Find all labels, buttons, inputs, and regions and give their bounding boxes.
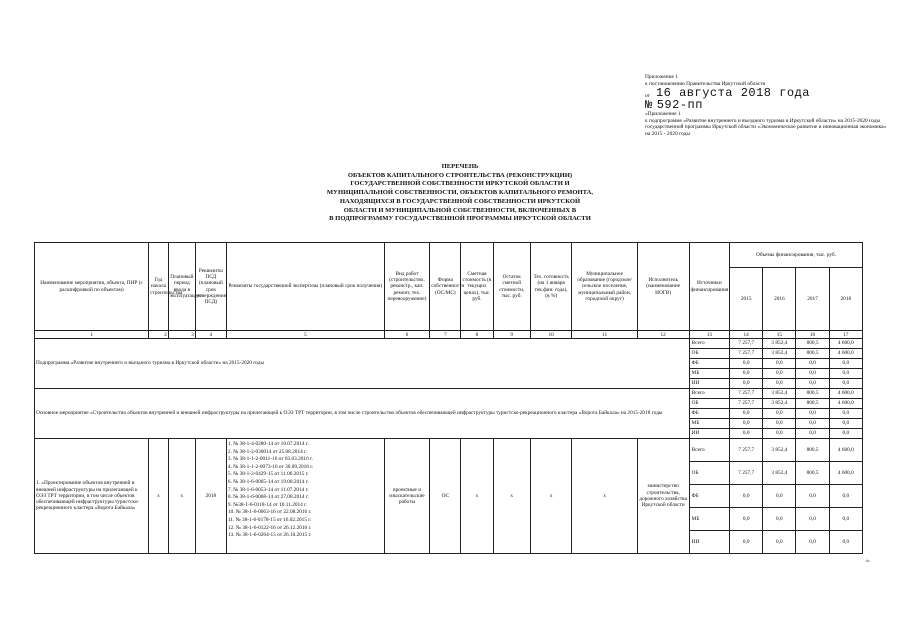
header-cell: Исполнитель (наименование ИОГВ): [637, 243, 689, 331]
end-mark: ».: [866, 558, 871, 564]
year-header: 2015: [730, 268, 763, 331]
value-cell: 0,0: [829, 485, 862, 508]
value-cell: 0,0: [829, 369, 862, 379]
value-cell: 0,0: [796, 359, 829, 369]
source-cell: ИИ: [689, 379, 729, 389]
value-cell: 800,5: [796, 389, 829, 399]
col-number: 17: [829, 331, 862, 339]
col-number: 1: [35, 331, 149, 339]
value-cell: 0,0: [796, 379, 829, 389]
title-line: НАХОДЯЩИХСЯ В ГОСУДАРСТВЕННОЙ СОБСТВЕННОСТИ ИРКУТСКОЙ: [339, 197, 581, 205]
object-commissioning: x: [168, 439, 195, 554]
source-cell: ФБ: [689, 359, 729, 369]
date-prefix: от: [645, 93, 650, 100]
value-cell: 3 852,4: [763, 462, 796, 485]
source-cell: ОБ: [689, 349, 729, 359]
source-cell: ФБ: [689, 485, 729, 508]
value-cell: 7 257,7: [730, 462, 763, 485]
value-cell: 0,0: [763, 419, 796, 429]
value-cell: 0,0: [796, 429, 829, 439]
value-cell: 0,0: [796, 419, 829, 429]
header-cell: Год начала строительства: [149, 243, 169, 331]
value-cell: 0,0: [763, 379, 796, 389]
value-cell: 0,0: [763, 369, 796, 379]
appendix-block: [645, 74, 890, 138]
object-work-type: проектные и изыскательские работы: [384, 439, 430, 554]
objects-table: [34, 242, 863, 554]
document-title: [290, 163, 630, 224]
col-number: 2: [149, 331, 169, 339]
expertise-item: 10. № 38-1-6-0063-16 от 22.08.2016 г.: [227, 509, 312, 516]
value-cell: 0,0: [763, 531, 796, 554]
table-row: [35, 439, 863, 462]
expertise-item: 7. № 38-1-6-0053-14 от 11.07.2014 г.: [227, 486, 309, 493]
header-cell: Тех. готовность (на 1 января тек.фин. года), (в %): [530, 243, 572, 331]
expertise-list: [226, 439, 384, 554]
title-line: ГОСУДАРСТВЕННОЙ СОБСТВЕННОСТИ ИРКУТСКОЙ ОБЛАСТИ И: [350, 180, 570, 188]
object-municipality: x: [572, 439, 637, 554]
source-cell: ОБ: [689, 399, 729, 409]
value-cell: 800,5: [796, 462, 829, 485]
value-cell: 4 600,0: [829, 339, 862, 349]
title-line: ОБЪЕКТОВ КАПИТАЛЬНОГО СТРОИТЕЛЬСТВА (РЕКОНСТРУКЦИИ): [347, 171, 573, 179]
title-line: ОБЛАСТИ И МУНИЦИПАЛЬНОЙ СОБСТВЕННОСТИ, ВКЛЮЧЕННЫХ В: [343, 206, 577, 214]
main-activity-name: Основное мероприятие «Строительство объектов внутренней и внешней инфраструктуры на прилегающей к ОЭЗ ТРТ территории, в том числе строительство объектов обеспечивающей инфраструктуры туристско-рекреационного кластера «Ворота Байкала» на 2015-2018 годы: [35, 389, 690, 439]
header-cell: Плановый период ввода в эксплуатацию: [168, 243, 195, 331]
value-cell: 0,0: [730, 531, 763, 554]
header-cell: Реквизиты государственной экспертизы (плановый срок получения): [226, 243, 384, 331]
year-header: 2016: [763, 268, 796, 331]
col-number: 11: [572, 331, 637, 339]
object-start-year: x: [149, 439, 169, 554]
object-readiness: x: [530, 439, 572, 554]
expertise-item: 12. № 38-1-6-0122-16 от 26.12.2016 г.: [227, 524, 312, 531]
header-cell: Сметная стоимость (в текущих ценах), тыс. руб.: [461, 243, 493, 331]
value-cell: 0,0: [796, 485, 829, 508]
source-cell: ИИ: [689, 531, 729, 554]
header-cell: Наименование мероприятия, объекта, ПИР (с расшифровкой по объектам): [35, 243, 149, 331]
value-cell: 0,0: [730, 379, 763, 389]
value-cell: 0,0: [730, 429, 763, 439]
value-cell: 4 600,0: [829, 389, 862, 399]
value-cell: 3 852,4: [763, 339, 796, 349]
expertise-item: 11. № 38-1-6-0178-15 от 16.02.2015 г.: [227, 516, 312, 523]
header-cell: Муниципальное образование (городское/сельское поселение, муниципальный район, городской округ): [572, 243, 637, 331]
value-cell: 7 257,7: [730, 349, 763, 359]
year-header: 2017: [796, 268, 829, 331]
object-estimate: x: [461, 439, 493, 554]
value-cell: 800,5: [796, 399, 829, 409]
header-cell: Форма собственности (ОС/МС): [430, 243, 461, 331]
value-cell: 4 600,0: [829, 399, 862, 409]
header-cell: Остаток сметной стоимости, тыс. руб.: [493, 243, 530, 331]
col-number: 16: [796, 331, 829, 339]
expertise-item: 5. № 38-1-2-0429-15 от 11.06.2015 г.: [227, 471, 309, 478]
value-cell: 800,5: [796, 439, 829, 462]
source-cell: ФБ: [689, 409, 729, 419]
col-number: 4: [195, 331, 226, 339]
appendix-line: к постановлению Правительства Иркутской области: [645, 80, 766, 87]
value-cell: 0,0: [829, 531, 862, 554]
value-cell: 0,0: [763, 359, 796, 369]
value-cell: 0,0: [763, 485, 796, 508]
source-cell: МБ: [689, 419, 729, 429]
object-name: 1. «Проектирование объектов внутренней и внешней инфраструктуры на прилегающей к ОЭЗ ТРТ территории, в том числе объектов обеспечивающей инфраструктуры туристско-рекреационного кластера «Ворота Байкала»: [35, 439, 149, 554]
value-cell: 0,0: [829, 429, 862, 439]
value-cell: 4 600,0: [829, 349, 862, 359]
source-cell: Всего: [689, 439, 729, 462]
value-cell: 0,0: [730, 508, 763, 531]
value-cell: 0,0: [796, 369, 829, 379]
expertise-item: 2. № 38-1-2-030014 от 25.08.2014 г.: [227, 448, 307, 455]
header-cell: Источники финансирования: [689, 243, 729, 331]
value-cell: 0,0: [730, 359, 763, 369]
header-cell: Вид работ (строительство, реконстр., кап. ремонт, тех. перевооружение): [384, 243, 430, 331]
header-cell-financing: Объемы финансирования, тыс. руб.: [730, 243, 863, 268]
expertise-item: 13. № 38-1-6-0264-15 от 26.10.2015 г.: [227, 532, 312, 539]
value-cell: 7 257,7: [730, 339, 763, 349]
value-cell: 0,0: [730, 485, 763, 508]
expertise-item: 8. № 38-1-6-0068-14 от 27.08.2014 г.: [227, 494, 309, 501]
col-number: 15: [763, 331, 796, 339]
col-number: 8: [461, 331, 493, 339]
object-psd: 2018: [195, 439, 226, 554]
handwritten-date: 16 августа 2018 года: [655, 86, 811, 101]
appendix-number-row: [645, 99, 890, 111]
value-cell: 7 257,7: [730, 389, 763, 399]
expertise-item: 4. № 38-1-1-2-0073-16 от 30.09.2016 г.: [227, 463, 314, 470]
source-cell: ОБ: [689, 462, 729, 485]
value-cell: 0,0: [829, 419, 862, 429]
value-cell: 0,0: [829, 359, 862, 369]
value-cell: 0,0: [763, 409, 796, 419]
object-executor: министерство строительства, дорожного хозяйства Иркутской области: [637, 439, 689, 554]
header-cell: Реквизиты ПСД (плановый срок утверждения ПСД): [195, 243, 226, 331]
value-cell: 800,5: [796, 349, 829, 359]
handwritten-number: 592-пп: [656, 98, 703, 113]
value-cell: 800,5: [796, 339, 829, 349]
col-number: 6: [384, 331, 430, 339]
value-cell: 4 600,0: [829, 462, 862, 485]
subprogram-name: Подпрограмма «Развитие внутреннего и въездного туризма в Иркутской области» на 2015-2020 годы: [35, 339, 690, 389]
value-cell: 0,0: [829, 379, 862, 389]
value-cell: 0,0: [829, 409, 862, 419]
appendix-line: «Приложение 1: [645, 111, 681, 118]
value-cell: 0,0: [763, 508, 796, 531]
source-cell: Всего: [689, 339, 729, 349]
col-number: 10: [530, 331, 572, 339]
value-cell: 4 600,0: [829, 439, 862, 462]
col-number: 13: [689, 331, 729, 339]
expertise-item: 9. №38-1-6-0118-14 от 10.11.2014 г.: [227, 501, 308, 508]
table-row: [35, 389, 863, 399]
source-cell: МБ: [689, 369, 729, 379]
number-prefix: №: [645, 98, 653, 113]
table-row: [35, 339, 863, 349]
year-header: 2018: [829, 268, 862, 331]
expertise-item: 1. № 38-1-4-0280-14 от 10.07.2014 г.: [227, 441, 309, 447]
source-cell: МБ: [689, 508, 729, 531]
appendix-description: к подпрограмме «Развитие внутреннего и въездного туризма в Иркутской области» на 2015-2020 годы государственной программы Иркутской области «Экономическое развитие и инновационная экономика» на 2015 - 2020 годы: [645, 117, 887, 137]
object-ownership: ОС: [430, 439, 461, 554]
col-number: 12: [637, 331, 689, 339]
value-cell: 3 852,4: [763, 349, 796, 359]
value-cell: 0,0: [796, 531, 829, 554]
appendix-line: Приложение 1: [645, 74, 678, 80]
value-cell: 0,0: [796, 508, 829, 531]
value-cell: 0,0: [730, 419, 763, 429]
value-cell: 7 257,7: [730, 399, 763, 409]
value-cell: 3 852,4: [763, 439, 796, 462]
source-cell: ИИ: [689, 429, 729, 439]
value-cell: 0,0: [829, 508, 862, 531]
title-line: МУНИЦИПАЛЬНОЙ СОБСТВЕННОСТИ, ОБЪЕКТОВ КАПИТАЛЬНОГО РЕМОНТА,: [326, 189, 594, 197]
col-number: 14: [730, 331, 763, 339]
col-number: 5: [226, 331, 384, 339]
col-number: 9: [493, 331, 530, 339]
title-line: В ПОДПРОГРАММУ ГОСУДАРСТВЕННОЙ ПРОГРАММЫ ИРКУТСКОЙ ОБЛАСТИ: [329, 215, 591, 223]
source-cell: Всего: [689, 389, 729, 399]
col-number: 7: [430, 331, 461, 339]
expertise-item: 6. № 38-1-6-0065-14 от 19.08.2014 г.: [227, 478, 309, 485]
col-number: 3: [168, 331, 195, 339]
value-cell: 0,0: [796, 409, 829, 419]
expertise-item: 3. № 38-1-1-2-0011-16 от 03.03.2016 г.: [227, 456, 313, 463]
value-cell: 7 257,7: [730, 439, 763, 462]
value-cell: 0,0: [730, 409, 763, 419]
value-cell: 0,0: [763, 429, 796, 439]
value-cell: 3 852,4: [763, 389, 796, 399]
value-cell: 0,0: [730, 369, 763, 379]
title-line: ПЕРЕЧЕНЬ: [441, 163, 479, 170]
object-remaining: x: [493, 439, 530, 554]
value-cell: 3 852,4: [763, 399, 796, 409]
